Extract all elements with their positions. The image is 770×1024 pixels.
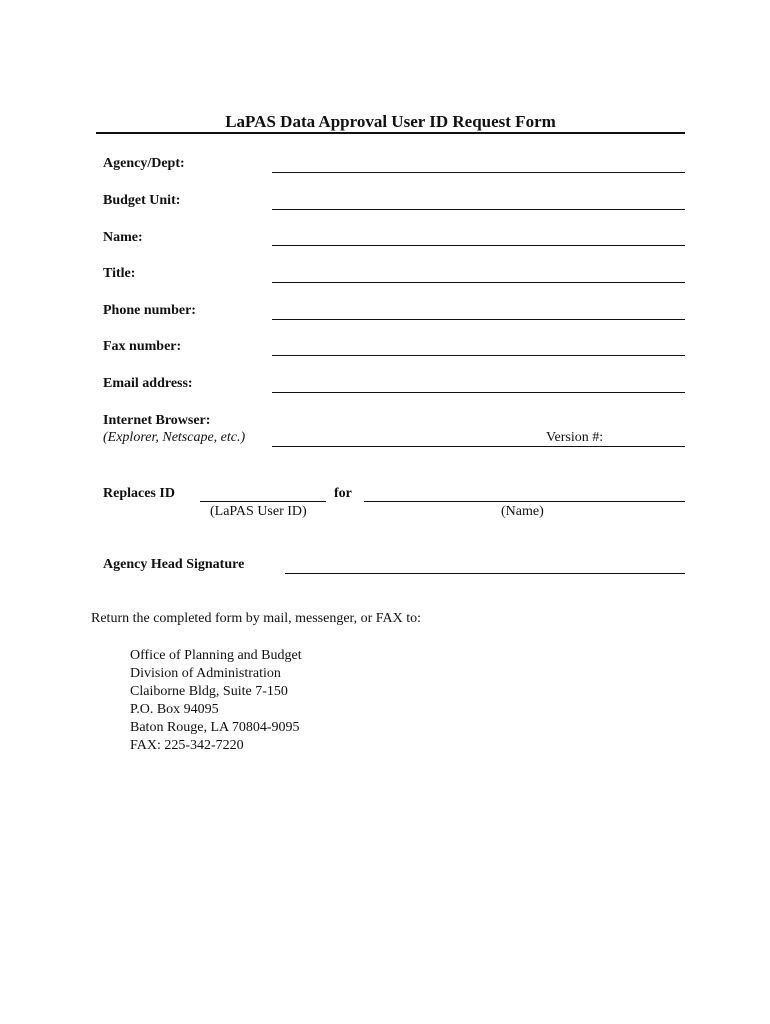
phone-field[interactable] (272, 319, 685, 320)
budget-unit-label: Budget Unit: (103, 193, 181, 208)
fax-label: Fax number: (103, 339, 182, 354)
replaces-name-field[interactable] (364, 501, 685, 502)
agency-label: Agency/Dept: (103, 156, 185, 171)
fax-field[interactable] (272, 355, 685, 356)
address-line: Baton Rouge, LA 70804-9095 (130, 720, 300, 735)
address-line: P.O. Box 94095 (130, 702, 219, 717)
for-label: for (334, 486, 352, 501)
signature-label: Agency Head Signature (103, 557, 245, 572)
address-line: Division of Administration (130, 666, 281, 681)
mailing-address (130, 647, 302, 755)
title-rule (96, 132, 685, 134)
email-label: Email address: (103, 376, 193, 391)
version-label: Version #: (546, 430, 604, 445)
address-line: FAX: 225-342-7220 (130, 738, 244, 753)
signature-field[interactable] (285, 573, 685, 574)
replaces-id-label: Replaces ID (103, 486, 175, 501)
browser-hint: (Explorer, Netscape, etc.) (103, 430, 246, 445)
return-instructions: Return the completed form by mail, messenger, or FAX to: (91, 611, 422, 626)
title-label: Title: (103, 266, 136, 281)
phone-label: Phone number: (103, 303, 196, 318)
address-line: Office of Planning and Budget (130, 648, 302, 663)
form-title: LaPAS Data Approval User ID Request Form (225, 112, 556, 131)
version-field[interactable] (536, 446, 685, 447)
replaces-id-field[interactable] (200, 501, 326, 502)
title-field[interactable] (272, 282, 685, 283)
browser-field[interactable] (272, 446, 536, 447)
name-caption: (Name) (501, 504, 544, 519)
name-field[interactable] (272, 245, 685, 246)
browser-label: Internet Browser: (103, 413, 211, 428)
budget-unit-field[interactable] (272, 209, 685, 210)
name-label: Name: (103, 230, 143, 245)
address-line: Claiborne Bldg, Suite 7-150 (130, 684, 288, 699)
agency-field[interactable] (272, 172, 685, 173)
lapas-user-id-caption: (LaPAS User ID) (210, 504, 307, 519)
email-field[interactable] (272, 392, 685, 393)
